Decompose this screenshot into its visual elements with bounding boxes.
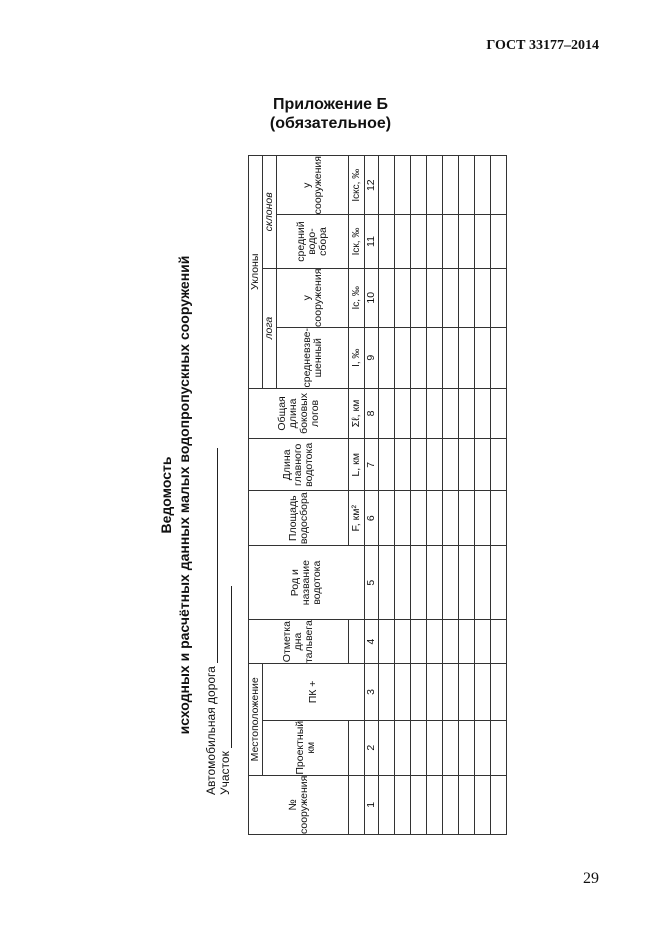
table-cell[interactable] xyxy=(427,388,443,439)
table-cell[interactable] xyxy=(395,491,411,546)
vedomost-block xyxy=(150,155,510,835)
table-cell[interactable] xyxy=(379,546,395,620)
table-cell[interactable] xyxy=(427,439,443,491)
table-cell[interactable] xyxy=(475,327,491,388)
unit-6: F, км² xyxy=(349,491,365,546)
table-cell[interactable] xyxy=(411,720,427,775)
road-field xyxy=(204,448,218,795)
table-cell[interactable] xyxy=(475,156,491,215)
table-cell[interactable] xyxy=(379,215,395,268)
table-cell[interactable] xyxy=(411,775,427,834)
table-cell[interactable] xyxy=(491,664,507,721)
col-num-9: 9 xyxy=(365,327,379,388)
table-cell[interactable] xyxy=(491,775,507,834)
table-cell[interactable] xyxy=(411,156,427,215)
vedomost-title: Ведомость xyxy=(158,456,174,534)
col-num-10: 10 xyxy=(365,268,379,327)
table-cell[interactable] xyxy=(411,620,427,664)
appendix-label: Приложение Б xyxy=(273,96,388,113)
table-cell[interactable] xyxy=(491,215,507,268)
unit-7: L, км xyxy=(349,439,365,491)
table-row xyxy=(443,156,459,835)
table-cell[interactable] xyxy=(459,620,475,664)
table-cell[interactable] xyxy=(379,439,395,491)
column-numbers-row xyxy=(365,156,379,835)
table-cell[interactable] xyxy=(475,215,491,268)
table-cell[interactable] xyxy=(411,439,427,491)
table-cell[interactable] xyxy=(443,327,459,388)
table-cell[interactable] xyxy=(475,546,491,620)
col-header-10: у сооружения xyxy=(277,268,349,327)
table-cell[interactable] xyxy=(411,664,427,721)
table-cell[interactable] xyxy=(475,775,491,834)
table-cell[interactable] xyxy=(491,268,507,327)
table-row xyxy=(475,156,491,835)
table-cell[interactable] xyxy=(379,620,395,664)
table-cell[interactable] xyxy=(427,546,443,620)
table-cell[interactable] xyxy=(459,388,475,439)
col-header-2: Проектный км xyxy=(263,720,349,775)
unit-10: Iс, ‰ xyxy=(349,268,365,327)
table-cell[interactable] xyxy=(427,664,443,721)
table-cell[interactable] xyxy=(443,156,459,215)
road-line xyxy=(205,448,218,663)
section-field xyxy=(218,586,232,795)
table-cell[interactable] xyxy=(379,664,395,721)
group-location: Местоположение xyxy=(249,664,263,776)
table-cell[interactable] xyxy=(411,546,427,620)
col-num-7: 7 xyxy=(365,439,379,491)
table-cell[interactable] xyxy=(427,327,443,388)
table-cell[interactable] xyxy=(395,546,411,620)
table-cell[interactable] xyxy=(475,620,491,664)
unit-2 xyxy=(349,720,365,775)
col-num-8: 8 xyxy=(365,388,379,439)
table-cell[interactable] xyxy=(443,664,459,721)
table-cell[interactable] xyxy=(427,775,443,834)
group-slopes: Уклоны xyxy=(249,156,263,389)
table-cell[interactable] xyxy=(443,546,459,620)
table-cell[interactable] xyxy=(411,491,427,546)
table-cell[interactable] xyxy=(459,215,475,268)
table-row xyxy=(379,156,395,835)
table-cell[interactable] xyxy=(443,268,459,327)
appendix-title xyxy=(0,95,661,133)
table-cell[interactable] xyxy=(459,268,475,327)
col-num-6: 6 xyxy=(365,491,379,546)
table-cell[interactable] xyxy=(443,620,459,664)
section-label: Участок xyxy=(218,751,232,795)
table-cell[interactable] xyxy=(427,156,443,215)
appendix-note: (обязательное) xyxy=(269,115,392,132)
table-cell[interactable] xyxy=(379,268,395,327)
unit-11: Iск, ‰ xyxy=(349,215,365,268)
group-log-label: лога xyxy=(263,316,275,340)
col-header-11: средний водо-сбора xyxy=(277,215,349,268)
table-cell[interactable] xyxy=(443,439,459,491)
table-cell[interactable] xyxy=(491,156,507,215)
table-cell[interactable] xyxy=(475,268,491,327)
table-cell[interactable] xyxy=(379,491,395,546)
table-cell[interactable] xyxy=(459,775,475,834)
page-number: 29 xyxy=(583,870,599,887)
col-header-12: у сооружения xyxy=(277,156,349,215)
table-cell[interactable] xyxy=(491,439,507,491)
table-cell[interactable] xyxy=(459,664,475,721)
table-cell[interactable] xyxy=(491,327,507,388)
col-num-5: 5 xyxy=(365,546,379,620)
table-cell[interactable] xyxy=(475,439,491,491)
table-cell[interactable] xyxy=(491,620,507,664)
gost-number: ГОСТ 33177–2014 xyxy=(486,38,599,53)
col-header-3: ПК + xyxy=(263,664,365,721)
table-row xyxy=(395,156,411,835)
table-cell[interactable] xyxy=(443,215,459,268)
table-cell[interactable] xyxy=(443,491,459,546)
table-cell[interactable] xyxy=(459,156,475,215)
table-cell[interactable] xyxy=(459,327,475,388)
table-cell[interactable] xyxy=(395,775,411,834)
table-cell[interactable] xyxy=(379,156,395,215)
table-cell[interactable] xyxy=(459,546,475,620)
col-header-1: № сооружения xyxy=(249,775,349,834)
table-cell[interactable] xyxy=(395,156,411,215)
table-cell[interactable] xyxy=(475,720,491,775)
table-cell[interactable] xyxy=(379,720,395,775)
table-cell[interactable] xyxy=(475,388,491,439)
col-header-9: средневзве-шенный xyxy=(277,327,349,388)
table-cell[interactable] xyxy=(427,491,443,546)
table-cell[interactable] xyxy=(379,327,395,388)
table-cell[interactable] xyxy=(395,439,411,491)
group-sklon xyxy=(263,156,277,269)
table-row xyxy=(491,156,507,835)
table-cell[interactable] xyxy=(427,620,443,664)
road-label: Автомобильная дорога xyxy=(204,666,218,795)
col-num-4: 4 xyxy=(365,620,379,664)
table-cell[interactable] xyxy=(491,388,507,439)
table-row xyxy=(427,156,443,835)
table-cell[interactable] xyxy=(395,720,411,775)
table-cell[interactable] xyxy=(459,720,475,775)
table-cell[interactable] xyxy=(443,720,459,775)
unit-9: I, ‰ xyxy=(349,327,365,388)
table-cell[interactable] xyxy=(411,388,427,439)
col-num-2: 2 xyxy=(365,720,379,775)
table-cell[interactable] xyxy=(491,491,507,546)
table-cell[interactable] xyxy=(395,268,411,327)
vedomost-subtitle: исходных и расчётных данных малых водопропускных сооружений xyxy=(176,255,192,735)
table-cell[interactable] xyxy=(427,268,443,327)
table-cell[interactable] xyxy=(411,327,427,388)
col-num-12: 12 xyxy=(365,156,379,215)
table-cell[interactable] xyxy=(443,388,459,439)
group-sklon-label: склонов xyxy=(263,192,275,232)
col-header-8: Общая длина боковых логов xyxy=(249,388,349,439)
table-cell[interactable] xyxy=(379,775,395,834)
table-cell[interactable] xyxy=(475,664,491,721)
group-log xyxy=(263,268,277,388)
vedomost-table xyxy=(248,155,507,835)
col-num-3: 3 xyxy=(365,664,379,721)
unit-12: Iскс, ‰ xyxy=(349,156,365,215)
col-header-7: Длина главного водотока xyxy=(249,439,349,491)
table-cell[interactable] xyxy=(395,215,411,268)
col-header-4: Отметка дна тальвега xyxy=(249,620,349,664)
col-header-5: Род и название водотока xyxy=(249,546,365,620)
col-num-1: 1 xyxy=(365,775,379,834)
table-cell[interactable] xyxy=(491,720,507,775)
table-cell[interactable] xyxy=(459,439,475,491)
table-row xyxy=(411,156,427,835)
table-row xyxy=(459,156,475,835)
table-cell[interactable] xyxy=(395,327,411,388)
unit-4 xyxy=(349,620,365,664)
table-cell[interactable] xyxy=(411,268,427,327)
section-line xyxy=(219,586,232,748)
table-cell[interactable] xyxy=(395,664,411,721)
table-cell[interactable] xyxy=(427,215,443,268)
table-cell[interactable] xyxy=(475,491,491,546)
col-num-11: 11 xyxy=(365,215,379,268)
unit-8: Σℓ, км xyxy=(349,388,365,439)
col-header-6: Площадь водосбора xyxy=(249,491,349,546)
table-cell[interactable] xyxy=(379,388,395,439)
table-cell[interactable] xyxy=(427,720,443,775)
table-cell[interactable] xyxy=(443,775,459,834)
unit-1 xyxy=(349,775,365,834)
table-cell[interactable] xyxy=(459,491,475,546)
table-cell[interactable] xyxy=(411,215,427,268)
empty-rows xyxy=(379,156,507,835)
table-cell[interactable] xyxy=(395,620,411,664)
table-cell[interactable] xyxy=(395,388,411,439)
table-cell[interactable] xyxy=(491,546,507,620)
